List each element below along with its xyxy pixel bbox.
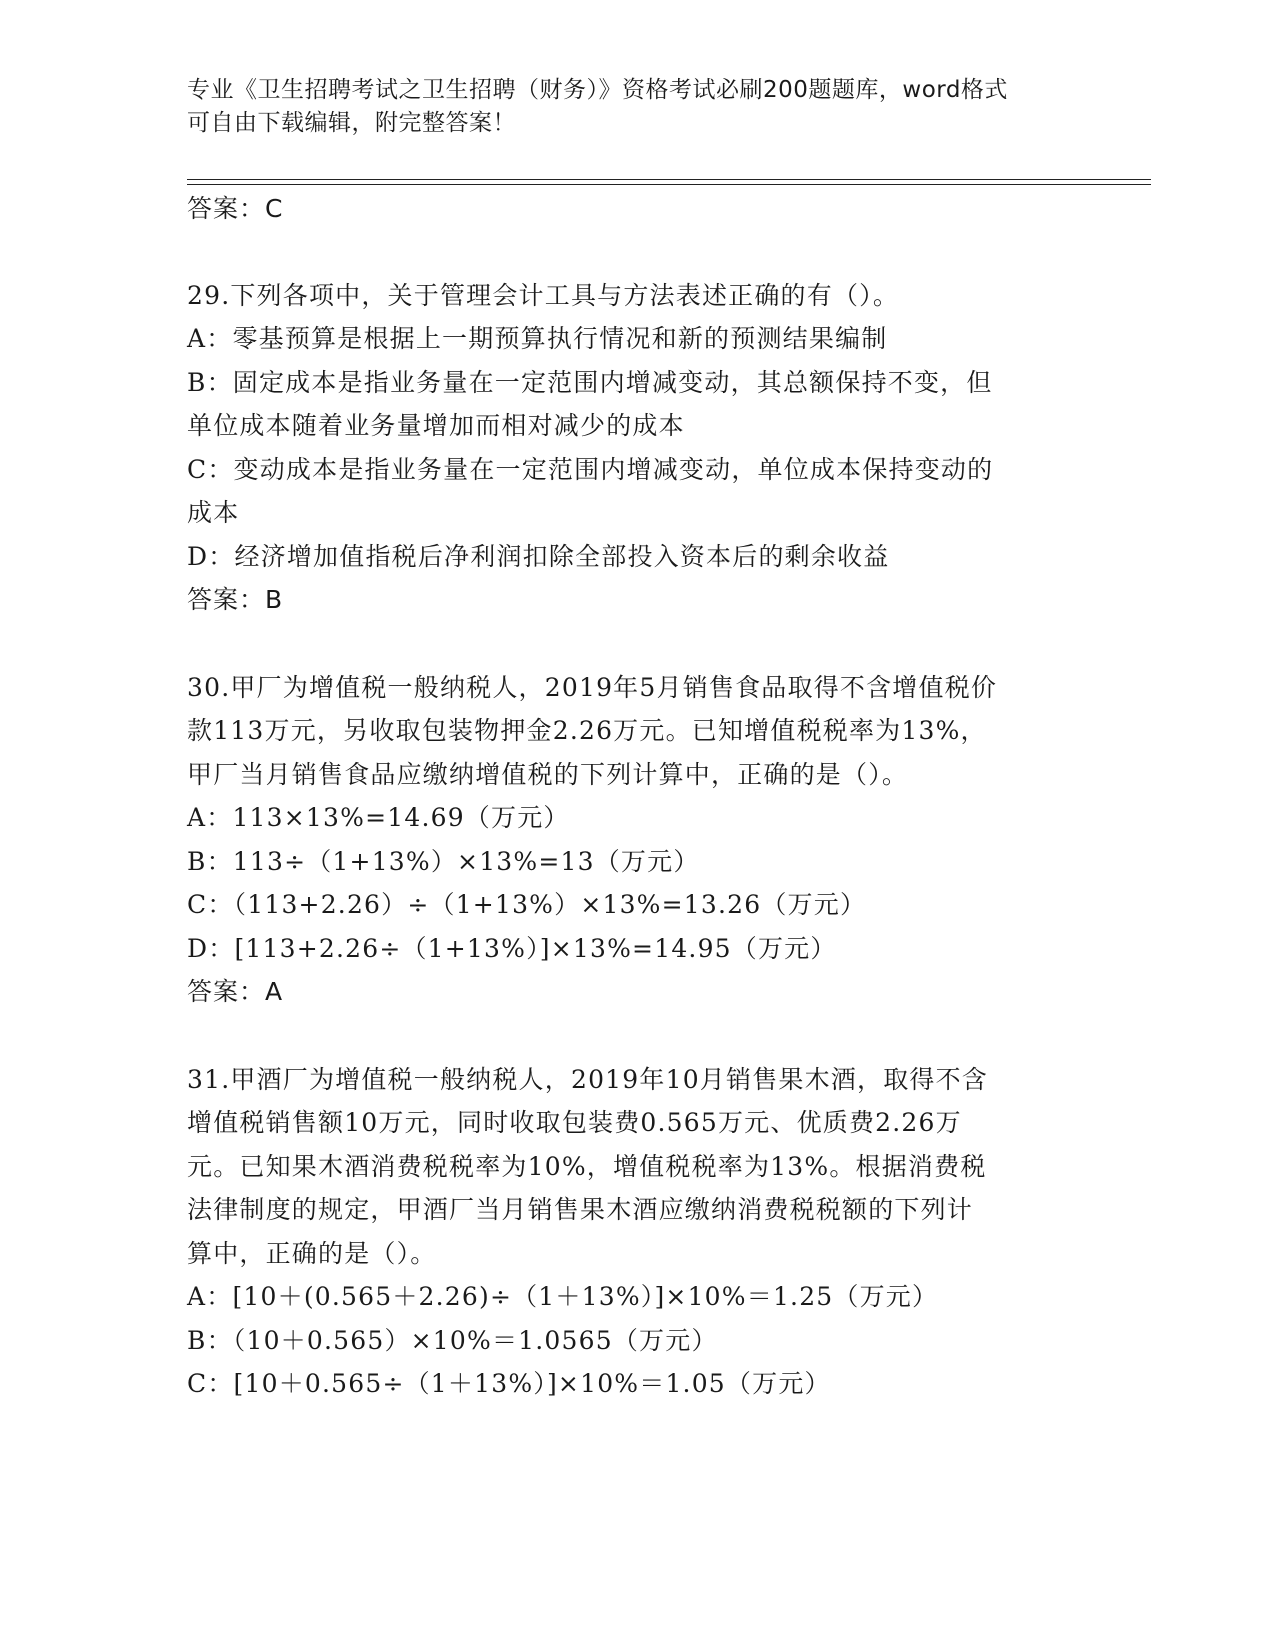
q30-option-d: D：[113+2.26÷（1+13%）]×13%=14.95（万元） xyxy=(187,934,837,963)
q29-option-b-line-2: 单位成本随着业务量增加而相对减少的成本 xyxy=(187,411,685,440)
q29-answer: 答案：B xyxy=(187,585,284,614)
q31-option-b: B：（10＋0.565）×10%＝1.0565（万元） xyxy=(187,1326,718,1355)
q30-answer: 答案：A xyxy=(187,977,284,1006)
q30-stem-line-1: 30.甲厂为增值税一般纳税人，2019年5月销售食品取得不含增值税价 xyxy=(187,673,998,702)
q30-option-b: B：113÷（1+13%）×13%=13（万元） xyxy=(187,847,700,876)
q30-stem-line-2: 款113万元，另收取包装物押金2.26万元。已知增值税税率为13%， xyxy=(187,716,987,745)
q31-stem-line-5: 算中，正确的是（）。 xyxy=(187,1239,437,1268)
q31-option-a: A：[10＋(0.565＋2.26)÷（1＋13%）]×10%＝1.25（万元） xyxy=(187,1282,939,1311)
q29-option-b-line-1: B：固定成本是指业务量在一定范围内增减变动，其总额保持不变，但 xyxy=(187,368,993,397)
header-line-1: 专业《卫生招聘考试之卫生招聘（财务）》资格考试必刷200题题库，word格式 xyxy=(187,77,1008,103)
q30-option-a: A：113×13%=14.69（万元） xyxy=(187,803,570,832)
page-header xyxy=(187,74,1067,140)
q31-stem-line-3: 元。已知果木酒消费税税率为10%，增值税税率为13%。根据消费税 xyxy=(187,1152,987,1181)
q31-stem-line-4: 法律制度的规定，甲酒厂当月销售果木酒应缴纳消费税税额的下列计 xyxy=(187,1195,974,1224)
q29-option-c-line-2: 成本 xyxy=(187,498,240,527)
q31-stem-line-2: 增值税销售额10万元，同时收取包装费0.565万元、优质费2.26万 xyxy=(187,1108,962,1137)
q29-option-a: A：零基预算是根据上一期预算执行情况和新的预测结果编制 xyxy=(187,324,888,353)
q29-option-d: D：经济增加值指税后净利润扣除全部投入资本后的剩余收益 xyxy=(187,542,890,571)
q30-stem-line-3: 甲厂当月销售食品应缴纳增值税的下列计算中，正确的是（）。 xyxy=(187,760,909,789)
header-line-2: 可自由下载编辑，附完整答案！ xyxy=(187,110,516,136)
answer-prev: 答案：C xyxy=(187,194,284,223)
q31-option-c: C：[10＋0.565÷（1＋13%）]×10%＝1.05（万元） xyxy=(187,1369,831,1398)
header-rule-bottom xyxy=(187,184,1151,185)
q29-option-c-line-1: C：变动成本是指业务量在一定范围内增减变动，单位成本保持变动的 xyxy=(187,455,994,484)
header-rule-top xyxy=(187,179,1151,180)
q31-stem-line-1: 31.甲酒厂为增值税一般纳税人，2019年10月销售果木酒，取得不含 xyxy=(187,1065,988,1094)
q29-stem-line-1: 29.下列各项中，关于管理会计工具与方法表述正确的有（）。 xyxy=(187,281,900,310)
q30-option-c: C：（113+2.26）÷（1+13%）×13%=13.26（万元） xyxy=(187,890,867,919)
